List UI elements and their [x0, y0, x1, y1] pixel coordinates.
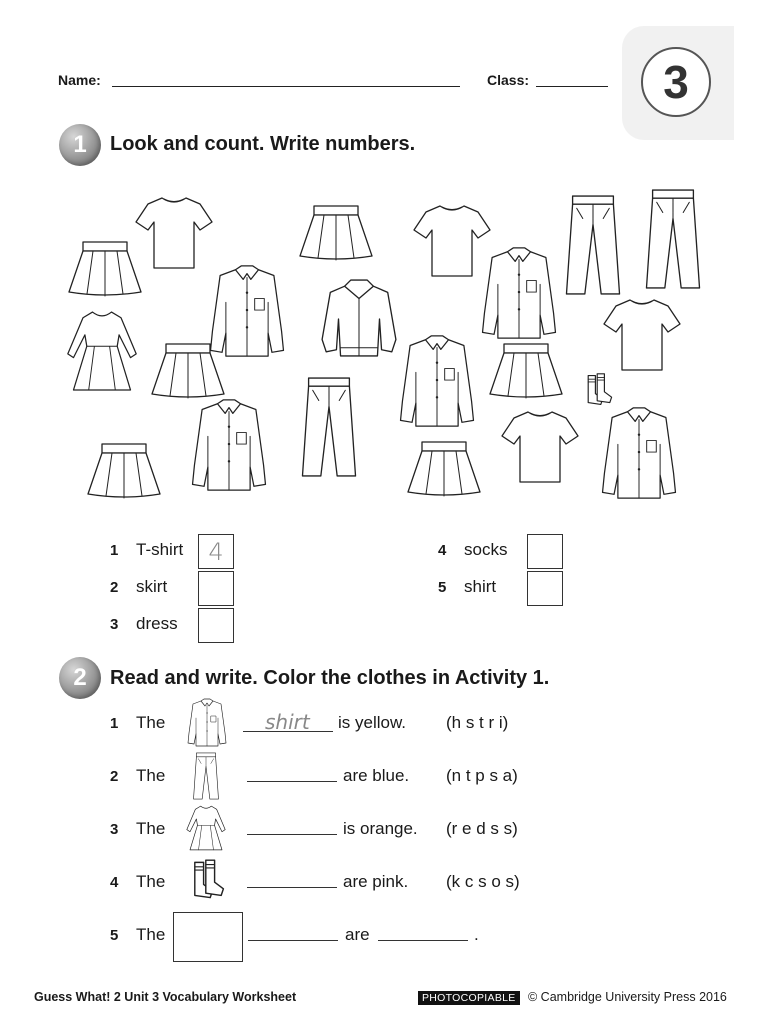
- unit-number-badge: 3: [641, 47, 711, 117]
- skirt-picture: [300, 206, 372, 260]
- clothes-illustration: [60, 180, 712, 510]
- sentence-5-answer-line[interactable]: [248, 940, 338, 941]
- count-item-5-answer-box[interactable]: [527, 571, 563, 606]
- skirt-picture: [152, 344, 224, 398]
- pants-picture: [566, 196, 619, 294]
- sentence-1-answer: shirt: [265, 710, 310, 734]
- count-item-3-number: 3: [110, 616, 119, 633]
- t-shirt-picture: [502, 412, 578, 482]
- sentence-2-the: The: [136, 766, 166, 785]
- count-item-4-word: socks: [464, 540, 508, 559]
- t-shirt-picture: [136, 198, 212, 268]
- class-label: Class:: [487, 72, 530, 88]
- footer-worksheet-title: Guess What! 2 Unit 3 Vocabulary Worksheet: [34, 990, 297, 1004]
- count-item-3-answer-box[interactable]: [198, 608, 234, 643]
- sentence-2-clue: (n t p s a): [446, 766, 518, 785]
- pants-icon: [188, 752, 224, 800]
- sentence-3-clue: (r e d s s): [446, 819, 518, 838]
- sentence-5-the: The: [136, 925, 166, 944]
- sentence-5-period: .: [474, 925, 479, 944]
- sentence-3-rest: is orange.: [343, 819, 418, 838]
- activity-1-title: Look and count. Write numbers.: [110, 133, 416, 155]
- sentence-3-answer-line[interactable]: [247, 834, 337, 835]
- count-item-5-word: shirt: [464, 577, 497, 596]
- shirt-picture: [401, 336, 474, 426]
- sentence-5-rest: are: [345, 925, 370, 944]
- photocopiable-badge: PHOTOCOPIABLE: [418, 991, 520, 1005]
- t-shirt-picture: [604, 300, 680, 370]
- footer-copyright: © Cambridge University Press 2016: [528, 990, 727, 1004]
- shirt-picture: [603, 408, 676, 498]
- name-label: Name:: [58, 72, 101, 88]
- name-field-line[interactable]: [112, 86, 460, 87]
- dress-icon: [184, 804, 228, 852]
- socks-picture: [588, 374, 611, 405]
- count-item-1-word: T-shirt: [136, 540, 184, 559]
- shirt-picture: [193, 400, 266, 490]
- count-item-2-number: 2: [110, 579, 119, 596]
- skirt-picture: [69, 242, 141, 296]
- sentence-5-color-line[interactable]: [378, 940, 468, 941]
- skirt-picture: [88, 444, 160, 498]
- sentence-2-answer-line[interactable]: [247, 781, 337, 782]
- sentence-2-rest: are blue.: [343, 766, 410, 785]
- pants-picture: [646, 190, 699, 288]
- skirt-picture: [408, 442, 480, 496]
- dress-picture: [68, 312, 136, 390]
- sentence-1-answer-line[interactable]: [243, 731, 333, 732]
- count-item-3-word: dress: [136, 614, 178, 633]
- sentence-1-number: 1: [110, 715, 119, 732]
- shirt-icon: [186, 698, 228, 748]
- sentence-1-rest: is yellow.: [338, 713, 407, 732]
- jacket-picture: [322, 280, 396, 356]
- sentence-3-number: 3: [110, 821, 119, 838]
- count-item-1-answer: 4: [208, 537, 224, 566]
- count-item-2-answer-box[interactable]: [198, 571, 234, 606]
- count-item-5-number: 5: [438, 579, 447, 596]
- count-item-2-word: skirt: [136, 577, 168, 596]
- activity-1-number-badge: 1: [59, 124, 101, 166]
- count-item-4-answer-box[interactable]: [527, 534, 563, 569]
- sentence-5-number: 5: [110, 927, 119, 944]
- sentence-3-the: The: [136, 819, 166, 838]
- sentence-5-drawing-box[interactable]: [173, 912, 243, 962]
- activity-2-title: Read and write. Color the clothes in Activity 1.: [110, 667, 550, 689]
- class-field-line[interactable]: [536, 86, 608, 87]
- t-shirt-picture: [414, 206, 490, 276]
- count-item-4-number: 4: [438, 542, 447, 559]
- count-item-1-answer-box[interactable]: [198, 534, 234, 569]
- sentence-4-number: 4: [110, 874, 119, 891]
- sentence-2-number: 2: [110, 768, 119, 785]
- sentence-1-the: The: [136, 713, 166, 732]
- sentence-4-rest: are pink.: [343, 872, 409, 891]
- skirt-picture: [490, 344, 562, 398]
- shirt-picture: [211, 266, 284, 356]
- sentence-4-the: The: [136, 872, 166, 891]
- shirt-picture: [483, 248, 556, 338]
- sentence-1-clue: (h s t r i): [446, 713, 509, 732]
- activity-2-number-badge: 2: [59, 657, 101, 699]
- sentence-4-answer-line[interactable]: [247, 887, 337, 888]
- socks-icon: [186, 858, 230, 902]
- count-item-1-number: 1: [110, 542, 119, 559]
- sentence-4-clue: (k c s o s): [446, 872, 520, 891]
- pants-picture: [302, 378, 355, 476]
